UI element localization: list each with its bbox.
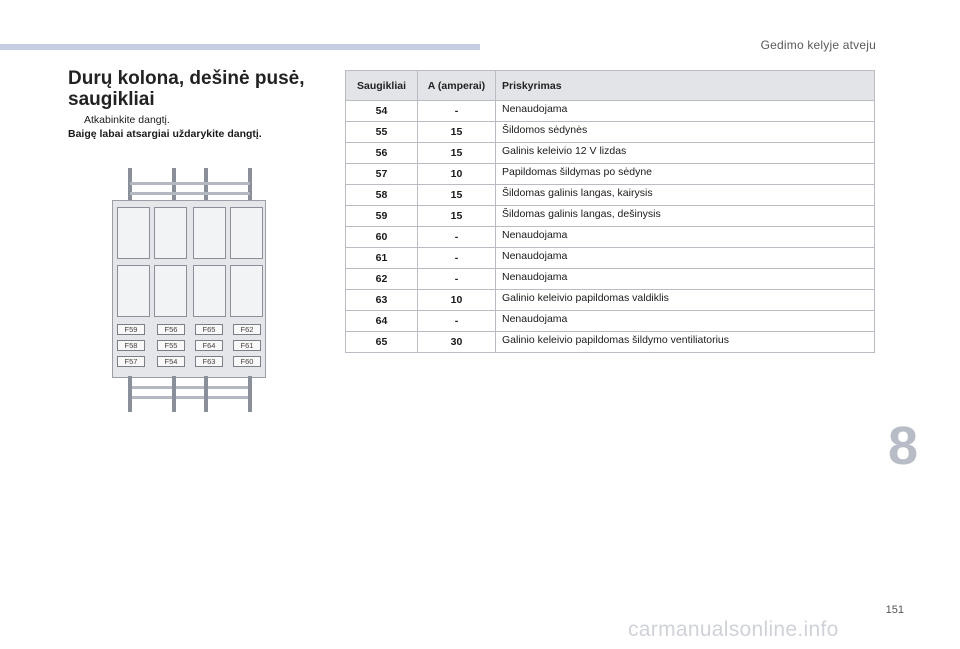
fuse-assignment: Nenaudojama	[496, 101, 875, 122]
fuse-number: 54	[346, 101, 418, 122]
fuse-number: 65	[346, 332, 418, 353]
connector-pin	[128, 168, 132, 202]
connector-pin	[204, 168, 208, 202]
table-row	[346, 269, 875, 290]
table-header-row	[346, 71, 875, 101]
fuse-label: F59	[117, 324, 145, 335]
table-row	[346, 332, 875, 353]
page-number: 151	[885, 604, 904, 616]
page-title: Durų kolona, dešinė pusė, saugikliai	[68, 68, 305, 110]
table-row	[346, 185, 875, 206]
table-row	[346, 143, 875, 164]
fuse-assignment: Papildomas šildymas po sėdyne	[496, 164, 875, 185]
section-header: Gedimo kelyje atveju	[760, 38, 876, 52]
relay-slot	[230, 265, 263, 317]
instruction-step	[68, 113, 338, 127]
relay-slot	[230, 207, 263, 259]
fuse-label: F61	[233, 340, 261, 351]
bus-bar	[130, 192, 250, 195]
table-row	[346, 101, 875, 122]
fuse-label: F63	[195, 356, 223, 367]
fuse-amperage: 15	[418, 206, 496, 227]
fuse-amperage: 15	[418, 143, 496, 164]
fuse-number: 62	[346, 269, 418, 290]
fuse-amperage: -	[418, 101, 496, 122]
table-row	[346, 206, 875, 227]
fuse-label: F56	[157, 324, 185, 335]
chapter-number: 8	[888, 416, 919, 476]
fuse-number: 61	[346, 248, 418, 269]
fuse-amperage: 10	[418, 290, 496, 311]
column-header: Priskyrimas	[496, 71, 875, 101]
instruction-step-text: Atkabinkite dangtį.	[84, 114, 170, 126]
fuse-number: 59	[346, 206, 418, 227]
fuse-table	[345, 70, 875, 353]
fuse-amperage: -	[418, 227, 496, 248]
bus-bar	[130, 182, 250, 185]
fuse-number: 63	[346, 290, 418, 311]
fuse-label: F60	[233, 356, 261, 367]
relay-slot	[193, 207, 226, 259]
fuse-number: 56	[346, 143, 418, 164]
table-row	[346, 290, 875, 311]
fuse-assignment: Nenaudojama	[496, 248, 875, 269]
fuse-label: F54	[157, 356, 185, 367]
top-accent-bar	[0, 44, 480, 50]
relay-slot	[117, 265, 150, 317]
fuse-label: F57	[117, 356, 145, 367]
fuse-number: 64	[346, 311, 418, 332]
bus-bar	[130, 386, 250, 389]
instruction-warning: Baigę labai atsargiai uždarykite dangtį.	[68, 128, 262, 140]
table-row	[346, 164, 875, 185]
fuse-label: F58	[117, 340, 145, 351]
fuse-assignment: Šildomos sėdynės	[496, 122, 875, 143]
relay-slot	[117, 207, 150, 259]
fuse-number: 58	[346, 185, 418, 206]
fuse-amperage: -	[418, 269, 496, 290]
fuse-amperage: -	[418, 311, 496, 332]
relay-slot	[154, 265, 187, 317]
fuse-assignment: Šildomas galinis langas, dešinysis	[496, 206, 875, 227]
fuse-amperage: 15	[418, 122, 496, 143]
fuse-assignment: Šildomas galinis langas, kairysis	[496, 185, 875, 206]
fuse-assignment: Nenaudojama	[496, 227, 875, 248]
fuse-box-diagram	[110, 168, 270, 413]
column-header: Saugikliai	[346, 71, 418, 101]
fuse-box	[112, 200, 266, 378]
fuse-assignment: Galinio keleivio papildomas valdiklis	[496, 290, 875, 311]
relay-slot	[154, 207, 187, 259]
fuse-amperage: 10	[418, 164, 496, 185]
fuse-number: 57	[346, 164, 418, 185]
fuse-amperage: 15	[418, 185, 496, 206]
connector-pin	[248, 168, 252, 202]
watermark: carmanualsonline.info	[628, 618, 839, 641]
connector-pin	[248, 376, 252, 412]
bus-bar	[130, 396, 250, 399]
connector-pin	[204, 376, 208, 412]
table-row	[346, 311, 875, 332]
fuse-number: 55	[346, 122, 418, 143]
fuse-label: F65	[195, 324, 223, 335]
instructions	[68, 113, 338, 141]
fuse-amperage: 30	[418, 332, 496, 353]
connector-pin	[128, 376, 132, 412]
fuse-label: F64	[195, 340, 223, 351]
fuse-assignment: Galinis keleivio 12 V lizdas	[496, 143, 875, 164]
fuse-assignment: Nenaudojama	[496, 311, 875, 332]
fuse-assignment: Nenaudojama	[496, 269, 875, 290]
table-row	[346, 227, 875, 248]
column-header: A (amperai)	[418, 71, 496, 101]
connector-pin	[172, 168, 176, 202]
table-row	[346, 248, 875, 269]
fuse-assignment: Galinio keleivio papildomas šildymo ventiliatorius	[496, 332, 875, 353]
fuse-amperage: -	[418, 248, 496, 269]
table-row	[346, 122, 875, 143]
fuse-label: F55	[157, 340, 185, 351]
relay-slot	[193, 265, 226, 317]
fuse-number: 60	[346, 227, 418, 248]
fuse-label: F62	[233, 324, 261, 335]
connector-pin	[172, 376, 176, 412]
